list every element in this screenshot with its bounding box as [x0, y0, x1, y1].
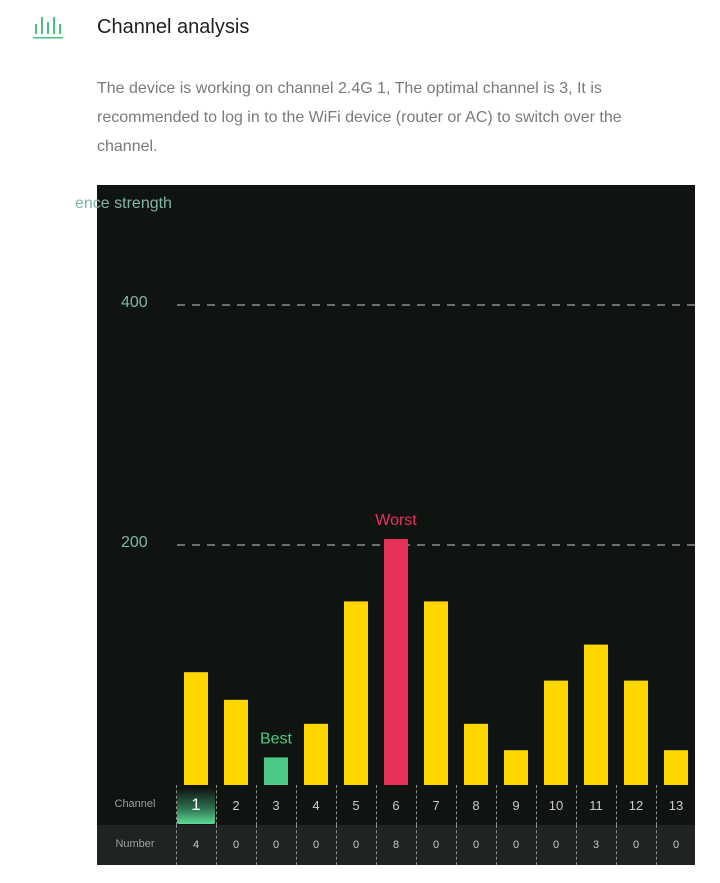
column-separator [616, 825, 617, 865]
column-separator [296, 785, 297, 825]
page-title: Channel analysis [97, 16, 250, 38]
bar-channel-5 [344, 601, 368, 785]
channel-interference-chart [75, 185, 695, 825]
bar-channel-11 [584, 645, 608, 785]
bar-channel-6 [384, 539, 408, 785]
channel-cell: 1 [191, 795, 201, 814]
channel-cell: 12 [628, 798, 644, 813]
column-separator [336, 785, 337, 825]
bars-plot [97, 185, 695, 825]
bar-channel-7 [424, 601, 448, 785]
number-cell: 8 [392, 839, 400, 851]
channel-cell: 6 [392, 798, 400, 813]
number-cell: 0 [232, 839, 240, 851]
signal-bars-icon [32, 14, 64, 40]
y-tick-label: 400 [121, 294, 148, 311]
channel-cell: 10 [548, 798, 564, 813]
bar-channel-2 [224, 700, 248, 785]
column-separator [336, 825, 337, 865]
column-separator [656, 825, 657, 865]
column-separator [616, 785, 617, 825]
column-separator [456, 825, 457, 865]
column-separator [576, 825, 577, 865]
number-cell: 0 [672, 839, 680, 851]
column-separator [496, 785, 497, 825]
channel-cell: 7 [432, 798, 440, 813]
column-separator [416, 785, 417, 825]
channel-cell: 2 [232, 798, 240, 813]
channel-cell: 13 [668, 798, 684, 813]
number-cell: 3 [592, 839, 600, 851]
channel-table [97, 785, 695, 865]
best-annotation: Best [259, 730, 293, 748]
column-separator [576, 785, 577, 825]
y-tick-label: 200 [121, 534, 148, 551]
number-row-label: Number [115, 838, 155, 850]
column-separator [496, 825, 497, 865]
channel-cell: 5 [352, 798, 360, 813]
channel-cell: 3 [272, 798, 280, 813]
bar-channel-13 [664, 750, 688, 785]
y-axis-label: ence strength [75, 195, 172, 212]
channel-cell: 11 [589, 798, 603, 813]
channel-row-label: Channel [114, 798, 156, 810]
number-cell: 0 [352, 839, 360, 851]
column-separator [176, 825, 177, 865]
column-separator [256, 825, 257, 865]
number-cell: 0 [552, 839, 560, 851]
column-separator [296, 825, 297, 865]
number-cell: 0 [632, 839, 640, 851]
column-separator [176, 785, 177, 825]
bar-channel-12 [624, 681, 648, 785]
bar-channel-10 [544, 681, 568, 785]
number-cell: 0 [432, 839, 440, 851]
column-separator [456, 785, 457, 825]
bar-channel-3 [264, 757, 288, 785]
number-cell: 4 [192, 839, 200, 851]
column-separator [256, 785, 257, 825]
bar-channel-1 [184, 672, 208, 785]
channel-cell: 4 [312, 798, 320, 813]
number-cell: 0 [512, 839, 520, 851]
number-cell: 0 [312, 839, 320, 851]
column-separator [536, 825, 537, 865]
bar-channel-8 [464, 724, 488, 785]
column-separator [216, 785, 217, 825]
number-cell: 0 [472, 839, 480, 851]
bar-channel-4 [304, 724, 328, 785]
column-separator [376, 785, 377, 825]
number-cell: 0 [272, 839, 280, 851]
channel-cell: 8 [472, 798, 480, 813]
column-separator [536, 785, 537, 825]
bar-channel-9 [504, 750, 528, 785]
column-separator [416, 825, 417, 865]
column-separator [656, 785, 657, 825]
column-separator [376, 825, 377, 865]
worst-annotation: Worst [375, 512, 417, 529]
column-separator [216, 825, 217, 865]
channel-cell: 9 [512, 798, 520, 813]
channel-description: The device is working on channel 2.4G 1, The optimal channel is 3, It is recommended to log in to the WiFi device (router or AC) to switch over the channel. [97, 80, 622, 155]
